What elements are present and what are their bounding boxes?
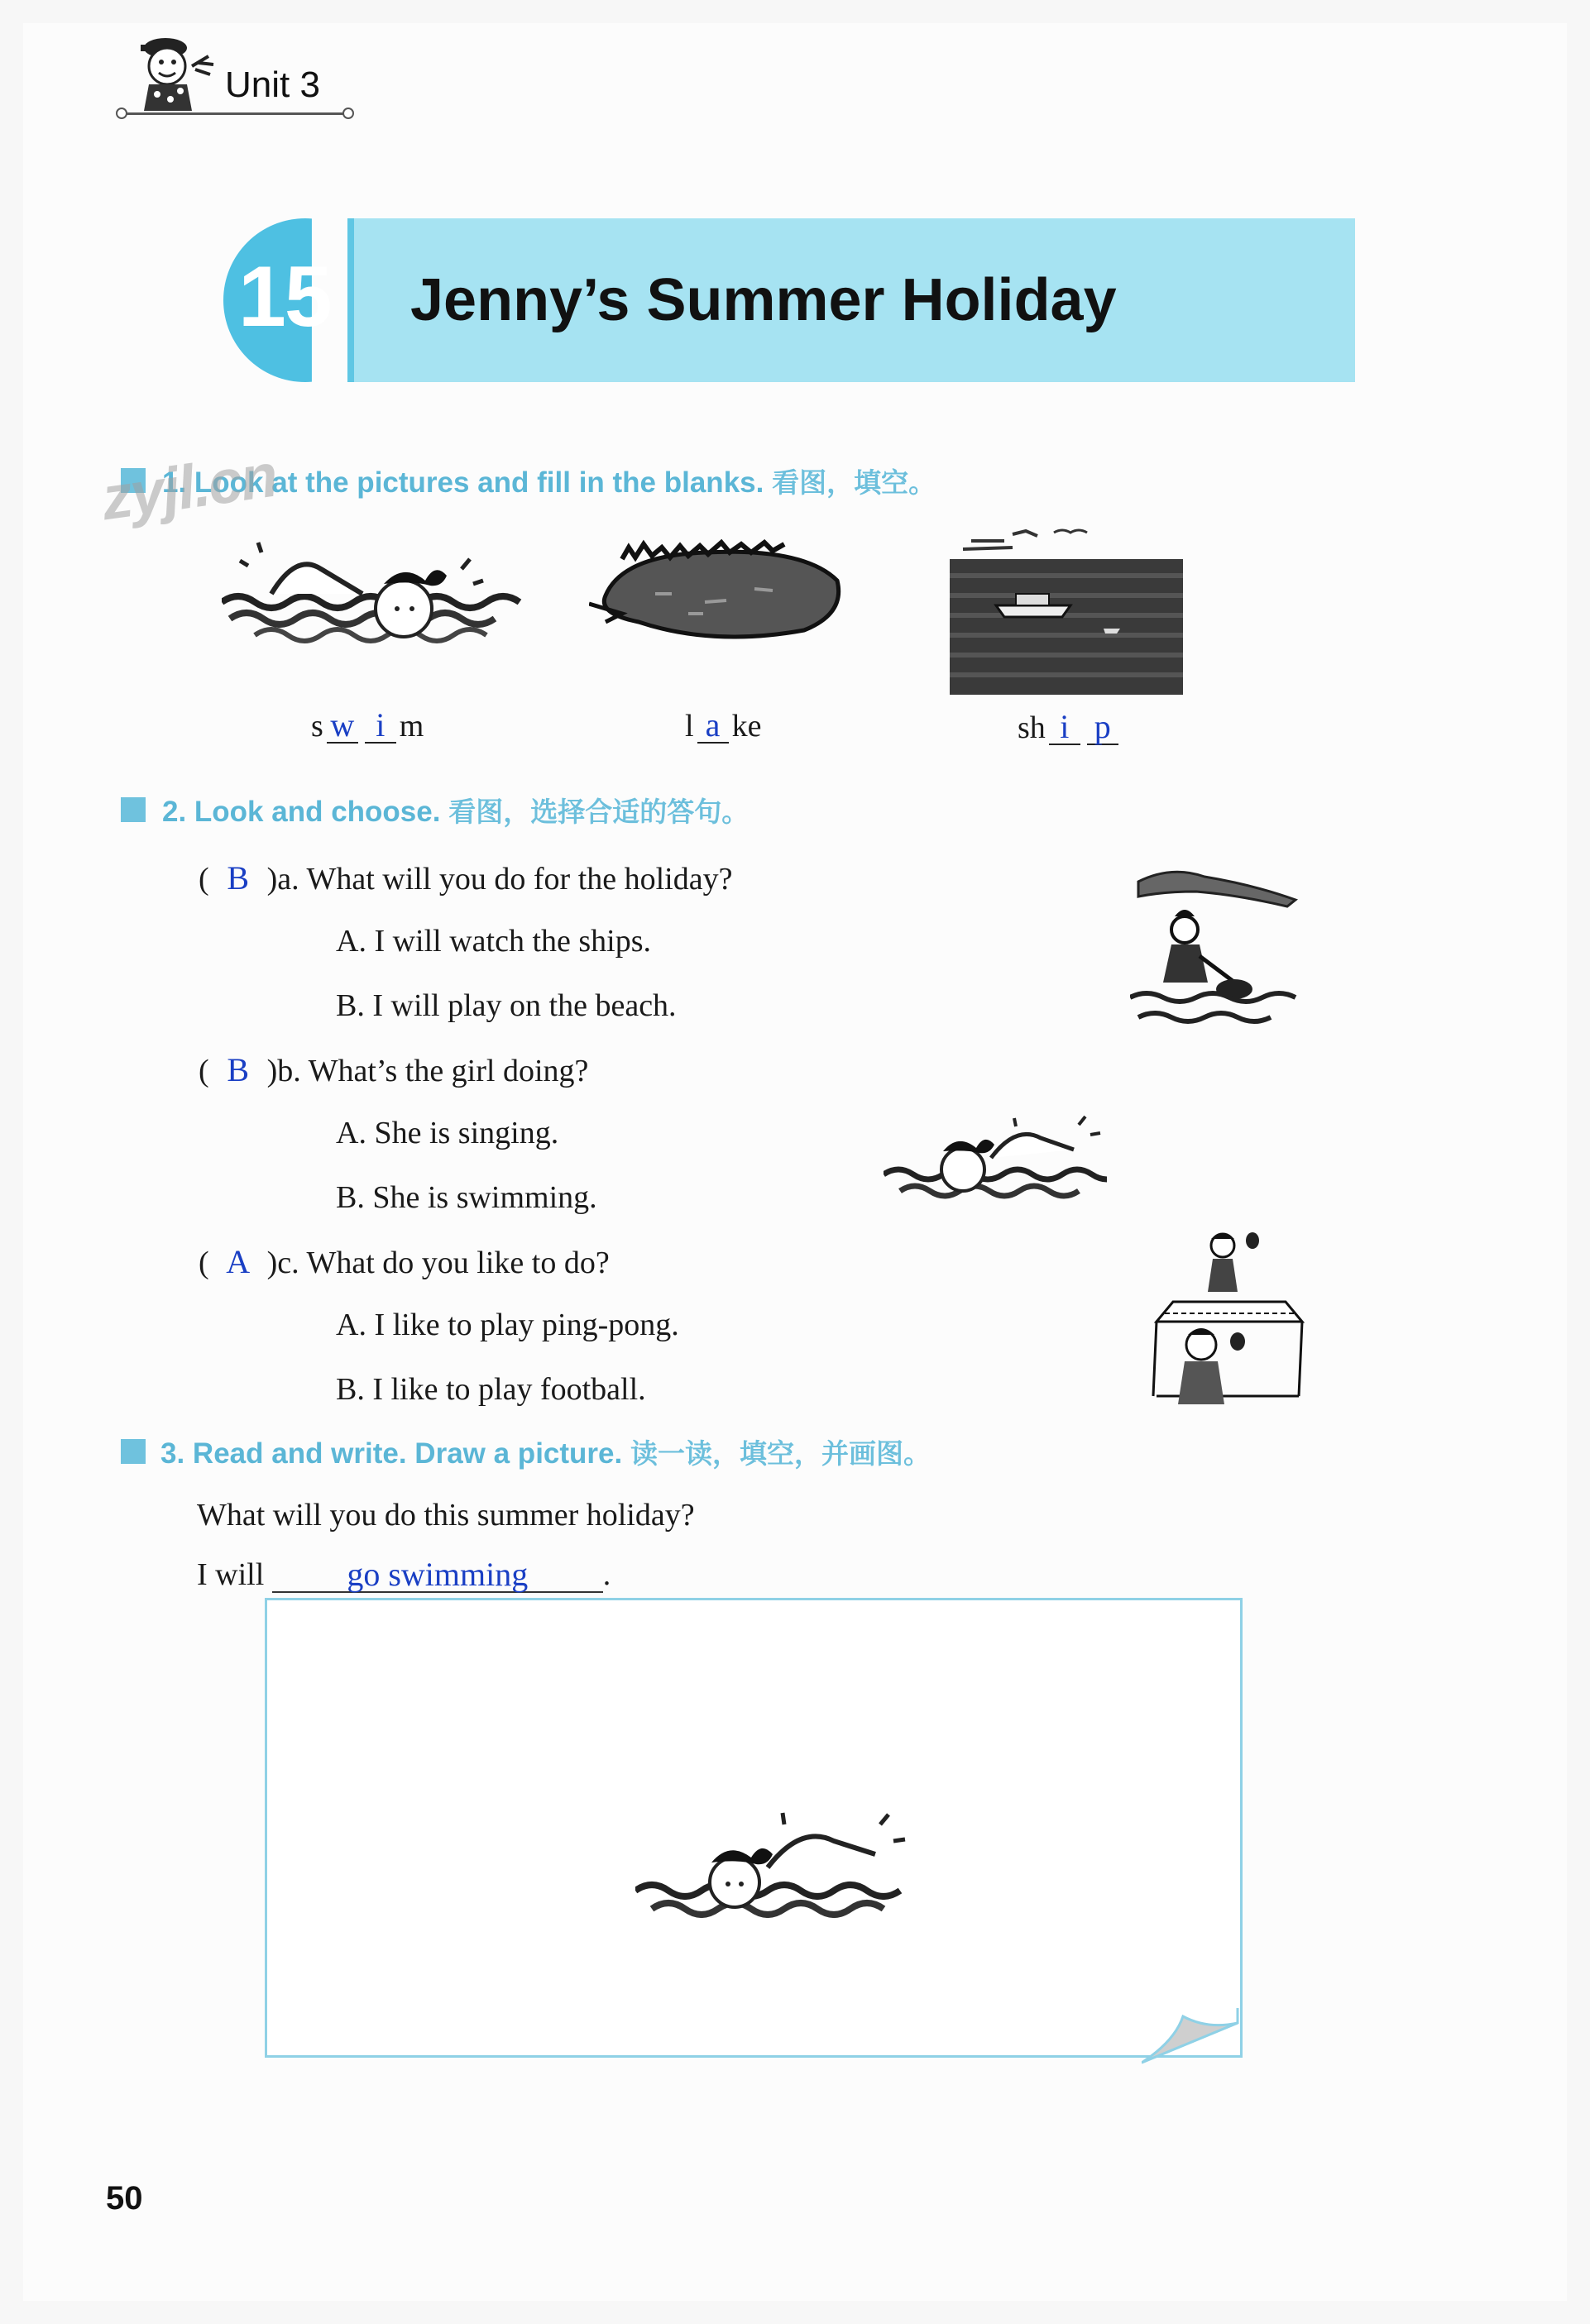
- question-prompt: )a. What will you do for the holiday?: [266, 862, 733, 897]
- answer-blank[interactable]: a: [697, 709, 729, 744]
- header-divider: [121, 112, 351, 115]
- section-2-heading-cn: 看图，选择合适的答句。: [448, 796, 750, 828]
- swimming-girl-icon: [635, 1808, 917, 1932]
- answer-blank[interactable]: w: [327, 709, 358, 744]
- option-b: B. I will play on the beach.: [336, 988, 677, 1023]
- section-2-heading: [162, 791, 749, 830]
- swimming-girl-icon: [222, 536, 528, 652]
- answer-blank[interactable]: i: [365, 709, 396, 744]
- section-3-heading: [160, 1432, 931, 1471]
- fill-word-swim: [311, 708, 424, 744]
- swimming-girl-icon: [884, 1108, 1107, 1207]
- question-prompt: )b. What’s the girl doing?: [266, 1054, 589, 1088]
- answer-prefix: I will: [197, 1557, 265, 1592]
- fill-word-lake: [685, 708, 761, 744]
- option-b: B. She is swimming.: [336, 1180, 597, 1215]
- section-3-heading-cn: 读一读，填空，并画图。: [630, 1437, 931, 1470]
- question-b: ( B )b. What’s the girl doing?: [199, 1051, 589, 1088]
- lesson-title: Jenny’s Summer Holiday: [410, 267, 1117, 333]
- word-prefix: l: [685, 709, 694, 744]
- write-answer-row: [197, 1557, 611, 1593]
- word-suffix: ke: [731, 709, 762, 744]
- word-prefix: sh: [1018, 710, 1046, 745]
- section-2-marker: [121, 797, 146, 822]
- answer-field[interactable]: go swimming: [272, 1558, 603, 1593]
- section-3-marker: [121, 1439, 146, 1464]
- page-curl-icon: [1142, 2008, 1241, 2066]
- divider-dot-left: [116, 108, 127, 119]
- section-1-heading-en: 1. Look at the pictures and fill in the blanks.: [162, 466, 764, 499]
- boy-mascot-icon: [116, 25, 223, 116]
- answer-suffix: .: [602, 1557, 611, 1592]
- lake-icon: [589, 523, 854, 647]
- question-c: ( A )c. What do you like to do?: [199, 1243, 610, 1280]
- question-a: ( B )a. What will you do for the holiday?: [199, 859, 733, 897]
- option-a: A. I will watch the ships.: [336, 924, 652, 959]
- option-a: A. She is singing.: [336, 1116, 559, 1150]
- option-b: B. I like to play football.: [336, 1372, 646, 1407]
- watermark: zyjl.cn: [97, 440, 280, 533]
- answer-blank[interactable]: i: [1049, 710, 1080, 745]
- section-3-heading-en: 3. Read and write. Draw a picture.: [160, 1437, 623, 1470]
- section-1-heading-cn: 看图，填空。: [772, 466, 936, 499]
- lesson-number: 15: [238, 249, 331, 345]
- word-prefix: s: [311, 709, 323, 744]
- unit-label: Unit 3: [225, 65, 320, 105]
- beach-play-icon: [1130, 865, 1304, 1030]
- answer-choice[interactable]: A: [226, 1243, 251, 1280]
- word-suffix: m: [399, 709, 424, 744]
- write-question: What will you do this summer holiday?: [197, 1498, 695, 1533]
- ping-pong-icon: [1140, 1231, 1305, 1413]
- ship-on-sea-icon: [946, 526, 1186, 700]
- section-2-heading-en: 2. Look and choose.: [162, 796, 441, 828]
- divider-dot-right: [342, 108, 354, 119]
- page-number: 50: [106, 2180, 143, 2216]
- question-prompt: )c. What do you like to do?: [266, 1246, 610, 1280]
- answer-blank[interactable]: p: [1087, 710, 1118, 745]
- option-a: A. I like to play ping-pong.: [336, 1308, 679, 1342]
- answer-choice[interactable]: B: [227, 1051, 249, 1088]
- answer-choice[interactable]: B: [227, 859, 249, 897]
- fill-word-ship: [1018, 710, 1122, 746]
